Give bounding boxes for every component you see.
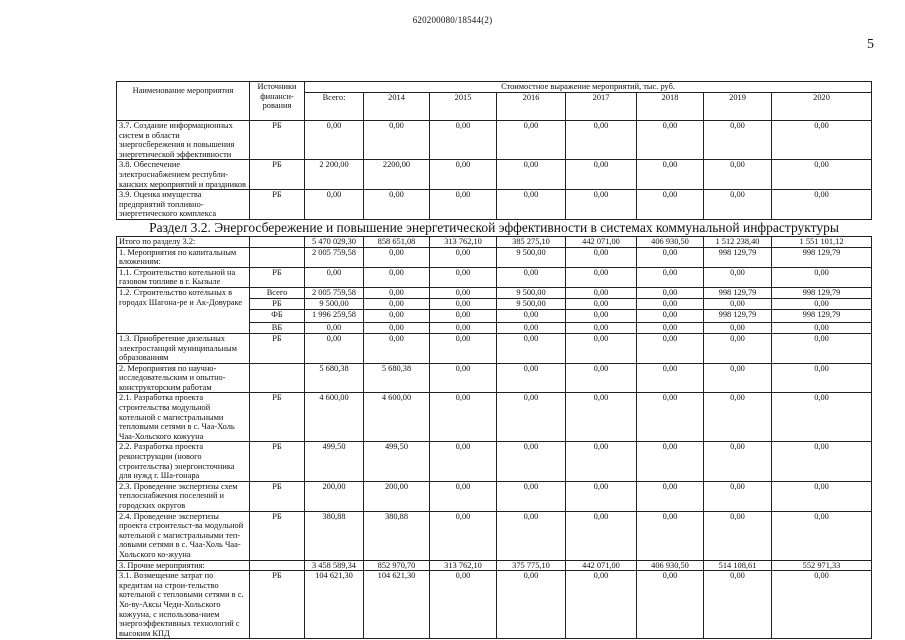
table-row bbox=[117, 511, 872, 560]
cost-value: 0,00 bbox=[566, 322, 637, 333]
measure-name: 3.1. Возмещение затрат по кредитам на строи-тельство котельной с тепловыми сетями в с. Хо-ву-Аксы Чеди-Хольского кожууна, с использова-нием энергоэффективных технологий с высоким КПД bbox=[117, 571, 250, 639]
table-row bbox=[117, 481, 872, 511]
cost-value: 0,00 bbox=[566, 393, 637, 442]
cost-value: 0,00 bbox=[772, 511, 872, 560]
cost-value: 0,00 bbox=[772, 298, 872, 309]
cost-value: 0,00 bbox=[566, 267, 637, 287]
cost-value: 0,00 bbox=[305, 190, 364, 220]
cost-value: 406 930,50 bbox=[637, 236, 704, 247]
cost-value: 0,00 bbox=[704, 363, 772, 393]
cost-value: 9 500,00 bbox=[497, 247, 566, 267]
cost-value: 858 651,08 bbox=[364, 236, 430, 247]
cost-value: 4 600,00 bbox=[364, 393, 430, 442]
header-year-2019: 2019 bbox=[704, 93, 772, 121]
cost-value: 9 500,00 bbox=[497, 287, 566, 298]
table-row bbox=[117, 190, 872, 220]
cost-value: 0,00 bbox=[704, 481, 772, 511]
cost-value: 998 129,79 bbox=[772, 309, 872, 322]
cost-value: 0,00 bbox=[566, 442, 637, 481]
cost-value: 0,00 bbox=[566, 287, 637, 298]
cost-value: 0,00 bbox=[497, 442, 566, 481]
cost-value: 0,00 bbox=[566, 247, 637, 267]
cost-value: 514 108,61 bbox=[704, 560, 772, 571]
cost-value: 0,00 bbox=[566, 571, 637, 639]
cost-value: 0,00 bbox=[430, 298, 497, 309]
cost-value: 0,00 bbox=[430, 190, 497, 220]
cost-value: 0,00 bbox=[637, 571, 704, 639]
cost-value: 0,00 bbox=[305, 267, 364, 287]
cost-value: 0,00 bbox=[305, 333, 364, 363]
cost-value: 5 680,38 bbox=[364, 363, 430, 393]
cost-value: 0,00 bbox=[772, 333, 872, 363]
cost-value: 998 129,79 bbox=[704, 247, 772, 267]
cost-value: 0,00 bbox=[364, 190, 430, 220]
cost-value: 0,00 bbox=[497, 481, 566, 511]
header-name: Наименование мероприятия bbox=[117, 82, 250, 121]
cost-value: 0,00 bbox=[566, 121, 637, 160]
cost-value: 0,00 bbox=[364, 247, 430, 267]
cost-value: 313 762,10 bbox=[430, 560, 497, 571]
measure-name: 2.3. Проведение экспертизы схем теплоснабжения поселений и городских округов bbox=[117, 481, 250, 511]
funding-source: РБ bbox=[250, 393, 305, 442]
cost-value: 0,00 bbox=[497, 333, 566, 363]
cost-value: 0,00 bbox=[566, 190, 637, 220]
cost-value: 0,00 bbox=[637, 287, 704, 298]
cost-value: 0,00 bbox=[704, 393, 772, 442]
cost-value: 0,00 bbox=[497, 511, 566, 560]
cost-value: 0,00 bbox=[566, 363, 637, 393]
cost-value: 0,00 bbox=[637, 121, 704, 160]
cost-value: 5 470 029,30 bbox=[305, 236, 364, 247]
funding-source: РБ bbox=[250, 481, 305, 511]
measure-name: 3.8. Обеспечение электроснабжением республи-канских мероприятий и праздников bbox=[117, 160, 250, 190]
table-row bbox=[117, 287, 872, 298]
cost-value: 0,00 bbox=[704, 333, 772, 363]
cost-value: 0,00 bbox=[497, 267, 566, 287]
funding-source bbox=[250, 236, 305, 247]
cost-value: 4 600,00 bbox=[305, 393, 364, 442]
cost-value: 0,00 bbox=[430, 511, 497, 560]
cost-value: 0,00 bbox=[637, 322, 704, 333]
cost-value: 0,00 bbox=[637, 511, 704, 560]
cost-value: 0,00 bbox=[497, 571, 566, 639]
cost-value: 380,88 bbox=[305, 511, 364, 560]
cost-value: 0,00 bbox=[704, 511, 772, 560]
cost-value: 0,00 bbox=[364, 121, 430, 160]
cost-value: 0,00 bbox=[430, 363, 497, 393]
cost-value: 380,88 bbox=[364, 511, 430, 560]
header-year-2016: 2016 bbox=[497, 93, 566, 121]
cost-value: 0,00 bbox=[497, 363, 566, 393]
funding-source: РБ bbox=[250, 442, 305, 481]
cost-value: 0,00 bbox=[364, 287, 430, 298]
cost-value: 0,00 bbox=[430, 442, 497, 481]
cost-value: 1 996 259,58 bbox=[305, 309, 364, 322]
cost-value: 313 762,10 bbox=[430, 236, 497, 247]
cost-value: 385 275,10 bbox=[497, 236, 566, 247]
cost-value: 0,00 bbox=[772, 121, 872, 160]
cost-value: 0,00 bbox=[566, 160, 637, 190]
funding-source bbox=[250, 247, 305, 267]
cost-value: 0,00 bbox=[704, 298, 772, 309]
cost-value: 0,00 bbox=[430, 322, 497, 333]
cost-value: 0,00 bbox=[637, 363, 704, 393]
measure-name: 2.4. Проведение экспертизы проекта строительст-ва модульной котельной с магистральными теп-ловыми сетями в с. Чаа-Холь Чаа-Хольского ко-жууна bbox=[117, 511, 250, 560]
cost-value: 0,00 bbox=[772, 267, 872, 287]
funding-source: РБ bbox=[250, 333, 305, 363]
cost-value: 0,00 bbox=[637, 267, 704, 287]
cost-value: 0,00 bbox=[637, 247, 704, 267]
cost-value: 0,00 bbox=[772, 190, 872, 220]
cost-value: 0,00 bbox=[305, 322, 364, 333]
page-number: 5 bbox=[867, 37, 874, 52]
table-row bbox=[117, 160, 872, 190]
cost-value: 2 200,00 bbox=[305, 160, 364, 190]
cost-value: 0,00 bbox=[364, 298, 430, 309]
cost-value: 852 970,70 bbox=[364, 560, 430, 571]
cost-value: 104 621,30 bbox=[364, 571, 430, 639]
measure-name: 2.2. Разработка проекта реконструкции (нового строительства) энергоисточника для нужд г. Ша-гонара bbox=[117, 442, 250, 481]
cost-value: 0,00 bbox=[430, 481, 497, 511]
table-row bbox=[117, 560, 872, 571]
measure-name: Итого по разделу 3.2: bbox=[117, 236, 250, 247]
table-row bbox=[117, 247, 872, 267]
cost-value: 442 071,00 bbox=[566, 560, 637, 571]
cost-value: 998 129,79 bbox=[704, 309, 772, 322]
cost-value: 0,00 bbox=[430, 267, 497, 287]
cost-value: 0,00 bbox=[497, 393, 566, 442]
section-title: Раздел 3.2. Энергосбережение и повышение энергетической эффективности в системах коммунальной инфраструктуры bbox=[117, 219, 872, 236]
table-row bbox=[117, 236, 872, 247]
cost-value: 0,00 bbox=[430, 287, 497, 298]
measure-name: 1.1. Строительство котельной на газовом топливе в г. Кызыле bbox=[117, 267, 250, 287]
cost-value: 2200,00 bbox=[364, 160, 430, 190]
cost-value: 3 458 589,34 bbox=[305, 560, 364, 571]
cost-value: 0,00 bbox=[566, 298, 637, 309]
funding-source: ФБ bbox=[250, 309, 305, 322]
cost-value: 2 005 759,58 bbox=[305, 247, 364, 267]
cost-value: 5 680,38 bbox=[305, 363, 364, 393]
cost-value: 200,00 bbox=[305, 481, 364, 511]
cost-value: 0,00 bbox=[566, 309, 637, 322]
measure-name: 1. Мероприятия по капитальным вложениям: bbox=[117, 247, 250, 267]
cost-value: 0,00 bbox=[364, 267, 430, 287]
cost-value: 0,00 bbox=[637, 333, 704, 363]
table-row bbox=[117, 363, 872, 393]
header-year-2018: 2018 bbox=[637, 93, 704, 121]
cost-value: 200,00 bbox=[364, 481, 430, 511]
cost-value: 0,00 bbox=[772, 442, 872, 481]
header-year-2015: 2015 bbox=[430, 93, 497, 121]
cost-value: 0,00 bbox=[772, 322, 872, 333]
funding-source: Всего bbox=[250, 287, 305, 298]
cost-value: 0,00 bbox=[637, 298, 704, 309]
measures-table bbox=[116, 81, 872, 639]
cost-value: 0,00 bbox=[704, 121, 772, 160]
cost-value: 0,00 bbox=[364, 309, 430, 322]
header-cost: Стоимостное выражение мероприятий, тыс. руб. bbox=[305, 82, 872, 93]
cost-value: 0,00 bbox=[637, 481, 704, 511]
measure-name: 3.9. Оценка имущества предприятий топливно-энергетического комплекса bbox=[117, 190, 250, 220]
measure-name: 1.2. Строительство котельных в городах Шагона-ре и Ак-Довураке bbox=[117, 287, 250, 333]
funding-source: РБ bbox=[250, 267, 305, 287]
cost-value: 9 500,00 bbox=[497, 298, 566, 309]
header-year-2017: 2017 bbox=[566, 93, 637, 121]
header-row-1 bbox=[117, 82, 872, 93]
funding-source: РБ bbox=[250, 190, 305, 220]
cost-value: 998 129,79 bbox=[704, 287, 772, 298]
cost-value: 499,50 bbox=[364, 442, 430, 481]
cost-value: 375 775,10 bbox=[497, 560, 566, 571]
document-number: 620200080/18544(2) bbox=[412, 15, 493, 25]
cost-value: 0,00 bbox=[430, 333, 497, 363]
cost-value: 0,00 bbox=[430, 309, 497, 322]
cost-value: 0,00 bbox=[637, 309, 704, 322]
cost-value: 0,00 bbox=[704, 267, 772, 287]
cost-value: 0,00 bbox=[704, 442, 772, 481]
cost-value: 0,00 bbox=[430, 121, 497, 160]
table-row bbox=[117, 121, 872, 160]
header-year-total: Всего: bbox=[305, 93, 364, 121]
funding-source: РБ bbox=[250, 121, 305, 160]
cost-value: 0,00 bbox=[430, 571, 497, 639]
cost-value: 0,00 bbox=[637, 442, 704, 481]
table-row bbox=[117, 571, 872, 639]
cost-value: 2 005 759,58 bbox=[305, 287, 364, 298]
cost-value: 0,00 bbox=[497, 322, 566, 333]
header-year-2014: 2014 bbox=[364, 93, 430, 121]
cost-value: 0,00 bbox=[364, 322, 430, 333]
cost-value: 0,00 bbox=[566, 481, 637, 511]
table-row bbox=[117, 333, 872, 363]
cost-value: 998 129,79 bbox=[772, 247, 872, 267]
cost-value: 998 129,79 bbox=[772, 287, 872, 298]
header-source: Источники финанси-рования bbox=[250, 82, 305, 121]
cost-value: 0,00 bbox=[497, 309, 566, 322]
header-year-2020: 2020 bbox=[772, 93, 872, 121]
funding-source: ВБ bbox=[250, 322, 305, 333]
cost-value: 0,00 bbox=[772, 363, 872, 393]
funding-source bbox=[250, 363, 305, 393]
cost-value: 0,00 bbox=[637, 160, 704, 190]
funding-source: РБ bbox=[250, 571, 305, 639]
funding-source: РБ bbox=[250, 298, 305, 309]
measure-name: 3.7. Создание информационных систем в области энергосбережения и повышения энергетической эффективности bbox=[117, 121, 250, 160]
cost-value: 0,00 bbox=[704, 322, 772, 333]
funding-source bbox=[250, 560, 305, 571]
funding-source: РБ bbox=[250, 160, 305, 190]
cost-value: 0,00 bbox=[637, 190, 704, 220]
cost-value: 0,00 bbox=[305, 121, 364, 160]
section-title-row bbox=[117, 219, 872, 236]
cost-value: 1 551 101,12 bbox=[772, 236, 872, 247]
measure-name: 1.3. Приобретение дизельных электростанций муниципальным образованиям bbox=[117, 333, 250, 363]
cost-value: 0,00 bbox=[497, 190, 566, 220]
funding-source: РБ bbox=[250, 511, 305, 560]
cost-value: 0,00 bbox=[704, 190, 772, 220]
cost-value: 0,00 bbox=[772, 571, 872, 639]
table-row bbox=[117, 442, 872, 481]
cost-value: 552 971,33 bbox=[772, 560, 872, 571]
measure-name: 2.1. Разработка проекта строительства модульной котельной с магистральными тепловыми сетями в с. Чаа-Холь Чаа-Хольского кожууна bbox=[117, 393, 250, 442]
cost-value: 0,00 bbox=[637, 393, 704, 442]
cost-value: 442 071,00 bbox=[566, 236, 637, 247]
cost-value: 499,50 bbox=[305, 442, 364, 481]
cost-value: 0,00 bbox=[772, 160, 872, 190]
cost-value: 1 512 238,40 bbox=[704, 236, 772, 247]
cost-value: 0,00 bbox=[566, 333, 637, 363]
cost-value: 0,00 bbox=[364, 333, 430, 363]
cost-value: 0,00 bbox=[497, 160, 566, 190]
cost-value: 0,00 bbox=[430, 393, 497, 442]
cost-value: 406 930,50 bbox=[637, 560, 704, 571]
cost-value: 9 500,00 bbox=[305, 298, 364, 309]
cost-value: 0,00 bbox=[704, 571, 772, 639]
measure-name: 2. Мероприятия по научно-исследовательским и опытно-конструкторским работам bbox=[117, 363, 250, 393]
cost-value: 0,00 bbox=[430, 160, 497, 190]
cost-value: 0,00 bbox=[566, 511, 637, 560]
cost-value: 0,00 bbox=[704, 160, 772, 190]
table-row bbox=[117, 267, 872, 287]
cost-value: 104 621,30 bbox=[305, 571, 364, 639]
cost-value: 0,00 bbox=[430, 247, 497, 267]
cost-value: 0,00 bbox=[497, 121, 566, 160]
measure-name: 3. Прочие мероприятия: bbox=[117, 560, 250, 571]
cost-value: 0,00 bbox=[772, 393, 872, 442]
table-row bbox=[117, 393, 872, 442]
cost-value: 0,00 bbox=[772, 481, 872, 511]
